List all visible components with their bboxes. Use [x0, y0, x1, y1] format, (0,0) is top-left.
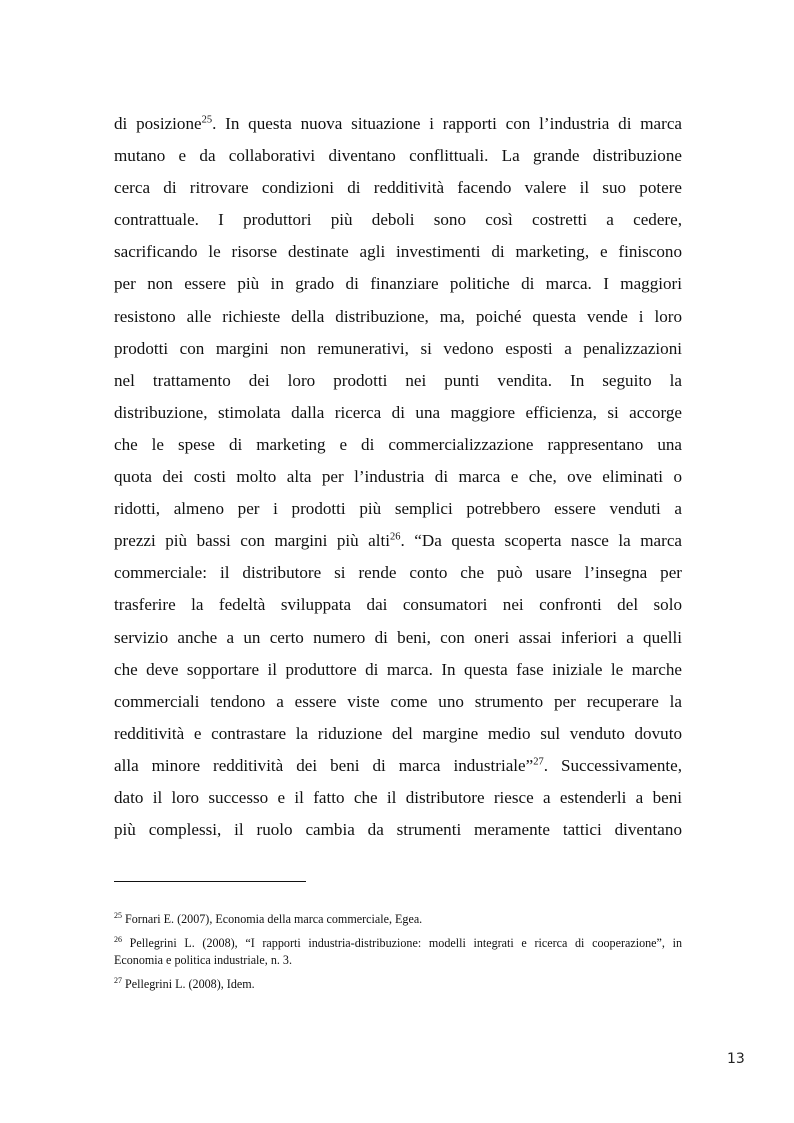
body-line [114, 814, 682, 846]
body-line-text: contrattuale. I produttori più deboli sono così costretti a cedere, [114, 210, 682, 230]
body-line-text: che deve sopportare il produttore di marca. In questa fase iniziale le marche [114, 659, 682, 679]
body-line [114, 557, 682, 589]
footnote-text: Economia e politica industriale, n. 3. [114, 953, 292, 967]
body-line [114, 301, 682, 333]
body-line-text-after: . Successivamente, [543, 755, 682, 775]
body-line [114, 365, 682, 397]
body-line [114, 397, 682, 429]
body-line-text: mutano e da collaborativi diventano conflittuali. La grande distribuzione [114, 146, 682, 166]
body-line [114, 108, 682, 140]
footnote-text: Pellegrini L. (2008), “I rapporti industria-distribuzione: modelli integrati e ricerca di cooperazione”, in [129, 936, 682, 950]
body-line-text: più complessi, il ruolo cambia da strumenti meramente tattici diventano [114, 820, 682, 840]
footnote-reference: 27 [533, 756, 544, 768]
footnote-number: 25 [114, 910, 122, 920]
footnote [114, 976, 682, 993]
body-line-text: quota dei costi molto alta per l’industria di marca e che, ove eliminati o [114, 467, 682, 487]
footnote-text: Pellegrini L. (2008), Idem. [125, 977, 255, 991]
body-line [114, 204, 682, 236]
footnote-text: Fornari E. (2007), Economia della marca commerciale, Egea. [125, 912, 423, 926]
body-line-text: per non essere più in grado di finanziare politiche di marca. I maggiori [114, 274, 682, 294]
body-line-text: di posizione [114, 114, 202, 133]
footnote-number: 27 [114, 975, 122, 985]
footnote-line [114, 911, 682, 928]
body-line [114, 750, 682, 782]
footnote-line [114, 952, 682, 969]
body-line [114, 172, 682, 204]
body-line-text: sacrificando le risorse destinate agli investimenti di marketing, e finiscono [114, 242, 682, 262]
footnote [114, 911, 682, 928]
body-line-text: che le spese di marketing e di commercializzazione rappresentano una [114, 434, 682, 454]
body-line [114, 461, 682, 493]
footnote-number: 26 [114, 934, 122, 944]
body-line [114, 782, 682, 814]
body-line [114, 622, 682, 654]
body-line [114, 589, 682, 621]
footnote-line [114, 935, 682, 952]
body-line-text: redditività e contrastare la riduzione del margine medio sul venduto dovuto [114, 723, 682, 743]
body-line-text: ridotti, almeno per i prodotti più semplici potrebbero essere venduti a [114, 499, 682, 519]
body-line-text-after: . “Da questa scoperta nasce la marca [400, 531, 682, 551]
body-line-text: dato il loro successo e il fatto che il distributore riesce a estenderli a beni [114, 787, 682, 807]
footnote-reference: 25 [201, 114, 213, 126]
body-line [114, 429, 682, 461]
footnote [114, 935, 682, 969]
body-line [114, 718, 682, 750]
body-line-text: trasferire la fedeltà sviluppata dai consumatori nei confronti del solo [114, 595, 682, 615]
body-line-text: servizio anche a un certo numero di beni, con oneri assai inferiori a quelli [114, 627, 682, 647]
body-text [114, 108, 682, 846]
body-line [114, 686, 682, 718]
body-line [114, 140, 682, 172]
body-line-text: alla minore redditività dei beni di marca industriale” [114, 755, 534, 775]
body-line-text: distribuzione, stimolata dalla ricerca di una maggiore efficienza, si accorge [114, 402, 682, 422]
footnote-reference: 26 [390, 531, 401, 543]
body-line-text: nel trattamento dei loro prodotti nei punti vendita. In seguito la [114, 370, 682, 390]
body-line [114, 236, 682, 268]
footnotes [114, 911, 682, 1000]
body-line-text: prezzi più bassi con margini più alti [114, 531, 391, 551]
body-line-text: commerciale: il distributore si rende conto che può usare l’insegna per [114, 563, 682, 583]
body-line [114, 333, 682, 365]
body-line [114, 654, 682, 686]
body-line-text-after: . In questa nuova situazione i rapporti con l’industria di marca [212, 114, 682, 133]
footnote-separator [114, 881, 306, 882]
body-line-text: commerciali tendono a essere viste come uno strumento per recuperare la [114, 691, 682, 711]
footnote-line [114, 976, 682, 993]
body-line-text: prodotti con margini non remunerativi, si vedono esposti a penalizzazioni [114, 338, 682, 358]
page-number: 13 [727, 1051, 745, 1067]
body-line [114, 525, 682, 557]
body-line-text: resistono alle richieste della distribuzione, ma, poiché questa vende i loro [114, 306, 682, 326]
body-line-text: cerca di ritrovare condizioni di redditività facendo valere il suo potere [114, 178, 682, 198]
body-line [114, 493, 682, 525]
body-line [114, 268, 682, 300]
